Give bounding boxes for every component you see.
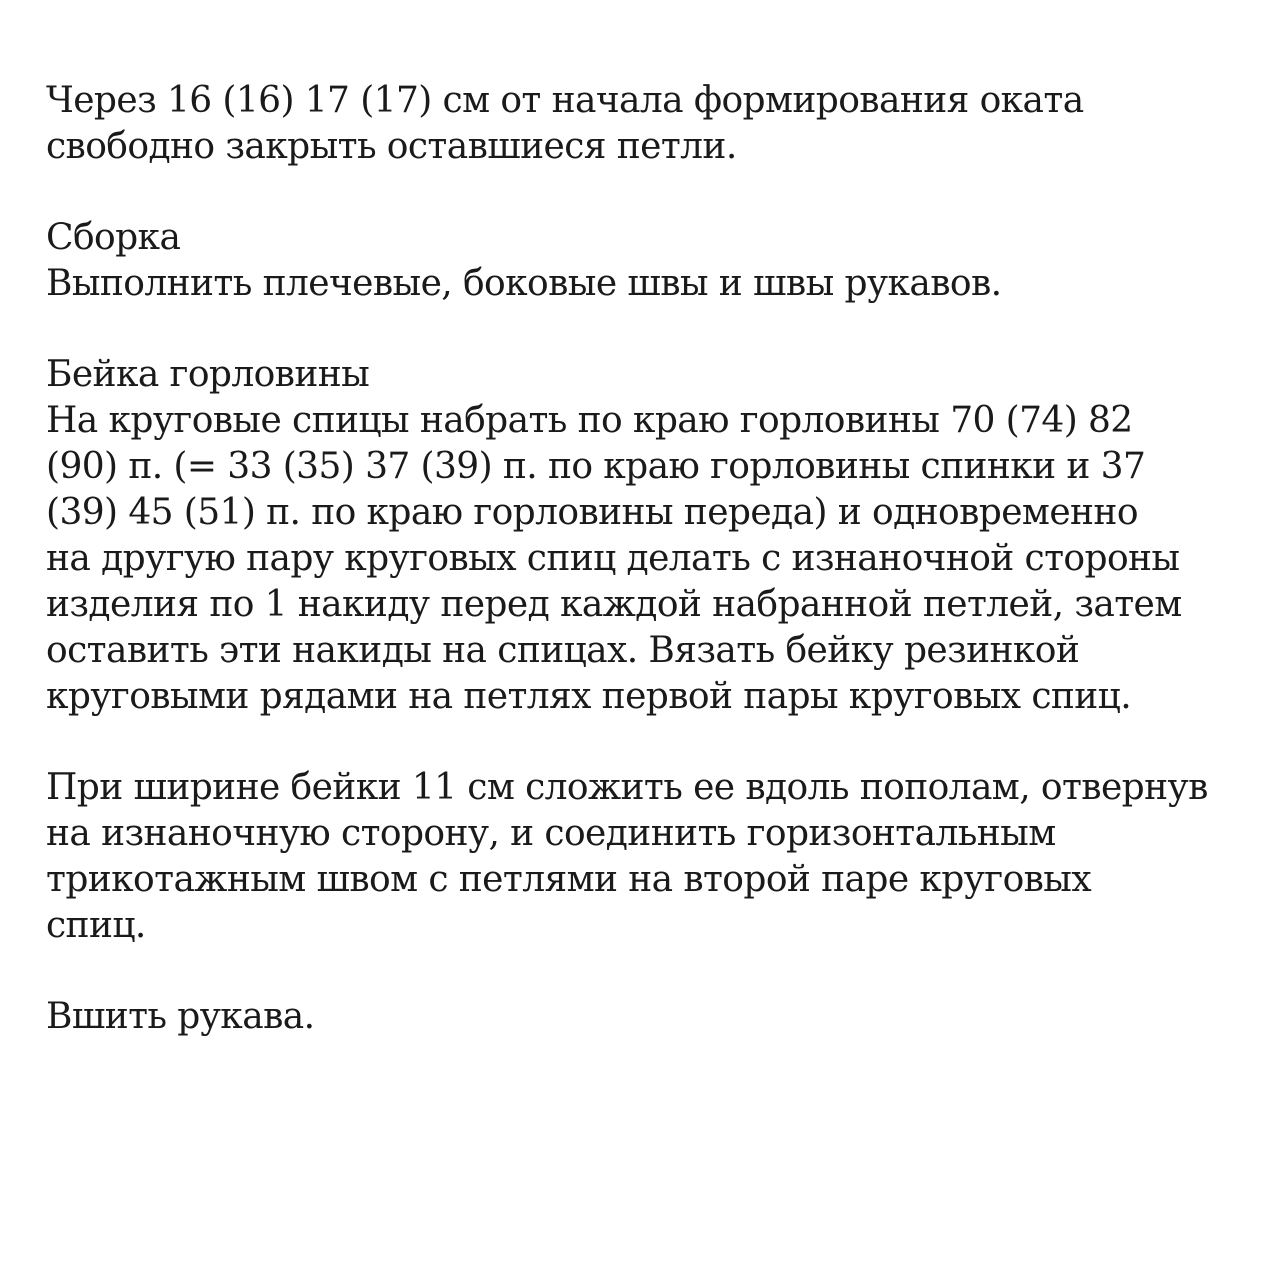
text-line: свободно закрыть оставшиеся петли. — [46, 126, 737, 167]
document-page — [46, 78, 1256, 1085]
text-line: При ширине бейки 11 см сложить ее вдоль пополам, отвернув — [46, 767, 1208, 808]
neckband-section — [46, 352, 1256, 720]
text-line: спиц. — [46, 905, 146, 946]
text-line: трикотажным швом с петлями на второй паре круговых — [46, 859, 1092, 900]
section-heading-assembly: Сборка — [46, 217, 181, 258]
text-line: изделия по 1 накиду перед каждой набранной петлей, затем — [46, 584, 1182, 625]
text-line: На круговые спицы набрать по краю горловины 70 (74) 82 — [46, 400, 1133, 441]
sleeves-paragraph — [46, 994, 1256, 1040]
intro-paragraph — [46, 78, 1256, 170]
assembly-section — [46, 215, 1256, 307]
finishing-paragraph — [46, 765, 1256, 949]
text-line: Выполнить плечевые, боковые швы и швы рукавов. — [46, 263, 1002, 304]
text-line: Через 16 (16) 17 (17) см от начала формирования оката — [46, 80, 1084, 121]
text-line: круговыми рядами на петлях первой пары круговых спиц. — [46, 676, 1132, 717]
text-line: (90) п. (= 33 (35) 37 (39) п. по краю горловины спинки и 37 — [46, 446, 1146, 487]
text-line: (39) 45 (51) п. по краю горловины переда) и одновременно — [46, 492, 1138, 533]
section-heading-neckband: Бейка горловины — [46, 354, 370, 395]
text-line: Вшить рукава. — [46, 996, 315, 1037]
text-line: оставить эти накиды на спицах. Вязать бейку резинкой — [46, 630, 1080, 671]
text-line: на другую пару круговых спиц делать с изнаночной стороны — [46, 538, 1180, 579]
text-line: на изнаночную сторону, и соединить горизонтальным — [46, 813, 1056, 854]
